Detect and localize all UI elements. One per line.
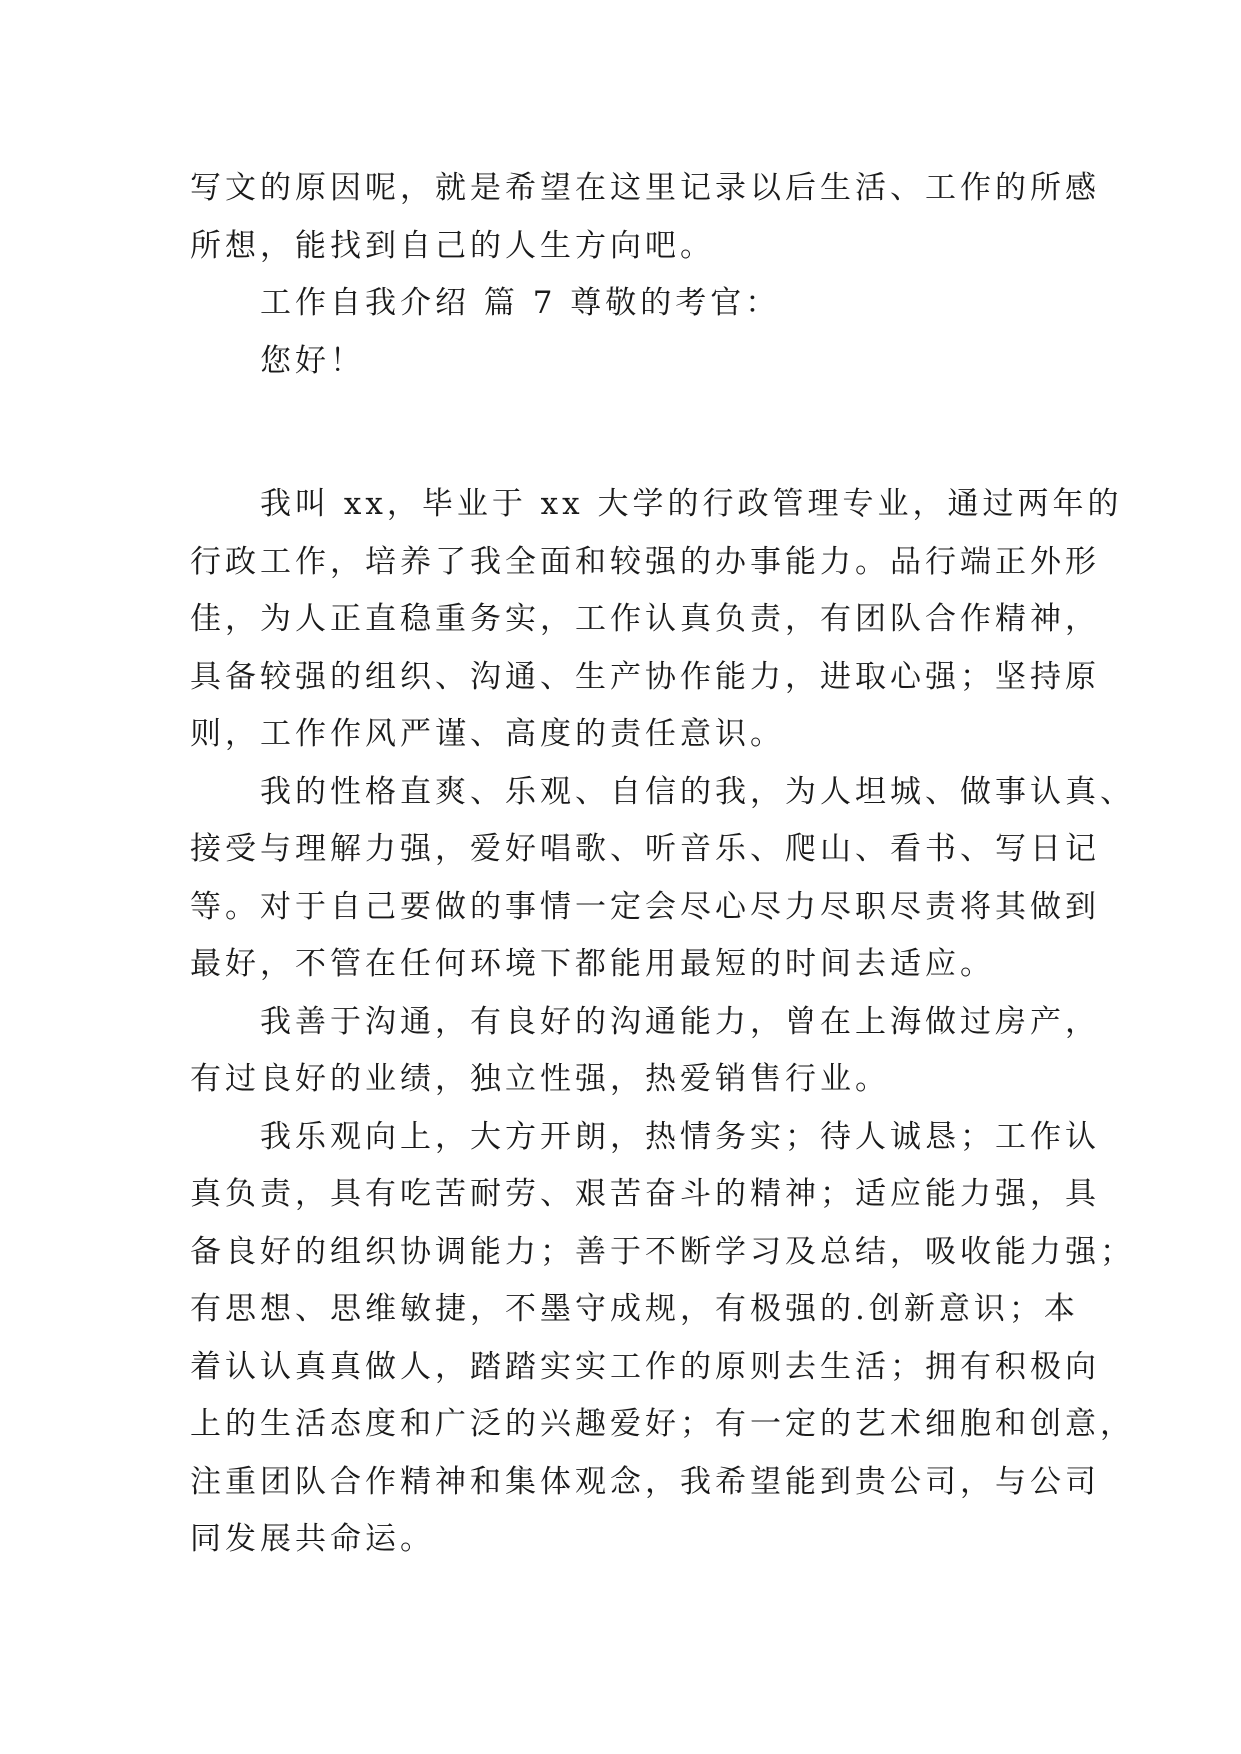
- text-line: 最好，不管在任何环境下都能用最短的时间去适应。: [190, 946, 995, 982]
- paragraph-1: [190, 476, 1123, 764]
- text-line: 上的生活态度和广泛的兴趣爱好；有一定的艺术细胞和创意，: [190, 1406, 1135, 1442]
- text-line: 则，工作作风严谨、高度的责任意识。: [190, 716, 785, 752]
- text-line: 写文的原因呢，就是希望在这里记录以后生活、工作的所感: [190, 170, 1100, 206]
- text-line: 注重团队合作精神和集体观念，我希望能到贵公司，与公司: [190, 1463, 1100, 1500]
- paragraph-3: [190, 994, 1100, 1109]
- text-line: 有思想、思维敏捷，不墨守成规，有极强的.创新意识；本: [190, 1291, 1079, 1327]
- document-body: [190, 160, 1135, 1569]
- blank-space: [190, 390, 1050, 476]
- paragraph-4: [190, 1109, 1135, 1569]
- text-line: 有过良好的业绩，独立性强，热爱销售行业。: [190, 1061, 890, 1097]
- text-line: 我的性格直爽、乐观、自信的我，为人坦城、做事认真、: [260, 773, 1135, 810]
- paragraph-2: [190, 764, 1135, 994]
- text-line: 行政工作，培养了我全面和较强的办事能力。品行端正外形: [190, 543, 1100, 580]
- text-line: 同发展共命运。: [190, 1521, 435, 1557]
- text-line: 我叫 xx，毕业于 xx 大学的行政管理专业，通过两年的: [260, 486, 1123, 522]
- text-line: 着认认真真做人，踏踏实实工作的原则去生活；拥有积极向: [190, 1348, 1100, 1385]
- intro-paragraph: [190, 160, 1100, 275]
- text-line: 具备较强的组织、沟通、生产协作能力，进取心强；坚持原: [190, 658, 1100, 695]
- section-heading: 工作自我介绍 篇 7 尊敬的考官：: [260, 285, 781, 321]
- text-line: 真负责，具有吃苦耐劳、艰苦奋斗的精神；适应能力强，具: [190, 1176, 1100, 1212]
- greeting: 您好！: [260, 342, 365, 379]
- text-line: 备良好的组织协调能力；善于不断学习及总结，吸收能力强；: [190, 1233, 1135, 1270]
- text-line: 接受与理解力强，爱好唱歌、听音乐、爬山、看书、写日记: [190, 831, 1100, 867]
- text-line: 我乐观向上，大方开朗，热情务实；待人诚恳；工作认: [260, 1118, 1100, 1155]
- text-line: 等。对于自己要做的事情一定会尽心尽力尽职尽责将其做到: [190, 888, 1100, 925]
- text-line: 所想，能找到自己的人生方向吧。: [190, 227, 715, 264]
- text-line: 我善于沟通，有良好的沟通能力，曾在上海做过房产，: [260, 1003, 1100, 1040]
- text-line: 佳，为人正直稳重务实，工作认真负责，有团队合作精神，: [190, 601, 1100, 637]
